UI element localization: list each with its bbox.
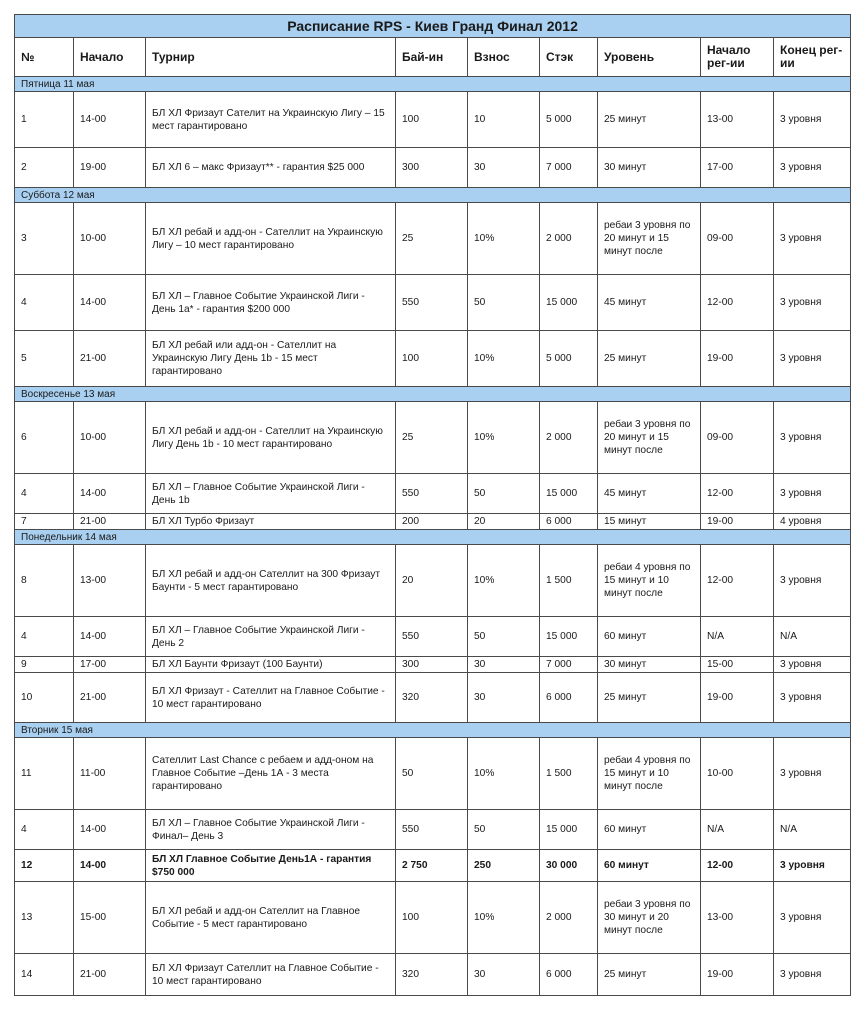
schedule-title: Расписание RPS - Киев Гранд Финал 2012 — [15, 15, 851, 38]
row-stack: 15 000 — [540, 474, 598, 514]
row-tournament-name: БЛ ХЛ – Главное Событие Украинской Лиги - Финал– День 3 — [146, 810, 396, 850]
row-fee: 50 — [468, 474, 540, 514]
row-stack: 7 000 — [540, 148, 598, 188]
row-level: ребаи 3 уровня по 20 минут и 15 минут после — [598, 402, 701, 474]
row-tournament-name: БЛ ХЛ – Главное Событие Украинской Лиги - День 1b — [146, 474, 396, 514]
row-number: 9 — [15, 657, 74, 673]
row-level: 15 минут — [598, 514, 701, 530]
row-buyin: 300 — [396, 148, 468, 188]
row-reg-end: 3 уровня — [774, 92, 851, 148]
row-stack: 1 500 — [540, 738, 598, 810]
row-tournament-name: БЛ ХЛ ребай и адд-он Сателлит на Главное Событие - 5 мест гарантировано — [146, 882, 396, 954]
row-level: 30 минут — [598, 657, 701, 673]
day-header-row — [15, 77, 851, 92]
row-reg-end: N/A — [774, 810, 851, 850]
row-start-time: 14-00 — [74, 850, 146, 882]
row-reg-start: 13-00 — [701, 882, 774, 954]
table-row — [15, 92, 851, 148]
row-buyin: 20 — [396, 545, 468, 617]
row-reg-start: N/A — [701, 810, 774, 850]
row-level: 60 минут — [598, 810, 701, 850]
row-reg-start: 12-00 — [701, 545, 774, 617]
row-buyin: 300 — [396, 657, 468, 673]
row-buyin: 100 — [396, 331, 468, 387]
row-reg-start: 19-00 — [701, 954, 774, 996]
row-tournament-name: БЛ ХЛ Баунти Фризаут (100 Баунти) — [146, 657, 396, 673]
row-reg-end: 3 уровня — [774, 474, 851, 514]
row-stack: 6 000 — [540, 514, 598, 530]
row-fee: 30 — [468, 657, 540, 673]
row-number: 4 — [15, 617, 74, 657]
row-reg-start: 19-00 — [701, 514, 774, 530]
row-buyin: 200 — [396, 514, 468, 530]
row-reg-end: 3 уровня — [774, 673, 851, 723]
row-buyin: 550 — [396, 275, 468, 331]
row-stack: 2 000 — [540, 882, 598, 954]
table-row — [15, 617, 851, 657]
row-fee: 50 — [468, 810, 540, 850]
row-number: 4 — [15, 275, 74, 331]
row-level: 60 минут — [598, 617, 701, 657]
row-tournament-name: БЛ ХЛ ребай или адд-он - Сателлит на Украинскую Лигу День 1b - 15 мест гарантировано — [146, 331, 396, 387]
row-tournament-name: БЛ ХЛ Фризаут Сателлит на Главное Событие - 10 мест гарантировано — [146, 954, 396, 996]
row-fee: 30 — [468, 148, 540, 188]
header-level: Уровень — [598, 38, 701, 77]
row-number: 4 — [15, 810, 74, 850]
table-row — [15, 954, 851, 996]
row-tournament-name: Сателлит Last Chance с ребаем и адд-оном на Главное Событие –День 1А - 3 места гарантировано — [146, 738, 396, 810]
row-number: 14 — [15, 954, 74, 996]
row-number: 1 — [15, 92, 74, 148]
row-start-time: 14-00 — [74, 92, 146, 148]
day-label: Суббота 12 мая — [15, 188, 851, 203]
header-buyin: Бай-ин — [396, 38, 468, 77]
row-reg-end: 3 уровня — [774, 882, 851, 954]
row-number: 2 — [15, 148, 74, 188]
table-row — [15, 850, 851, 882]
row-level: 25 минут — [598, 331, 701, 387]
row-fee: 10% — [468, 203, 540, 275]
row-reg-end: 3 уровня — [774, 275, 851, 331]
table-row — [15, 738, 851, 810]
row-buyin: 25 — [396, 402, 468, 474]
schedule-body — [15, 77, 851, 996]
row-start-time: 21-00 — [74, 673, 146, 723]
row-fee: 10% — [468, 331, 540, 387]
row-level: 45 минут — [598, 275, 701, 331]
row-stack: 15 000 — [540, 275, 598, 331]
row-stack: 5 000 — [540, 92, 598, 148]
row-level: ребаи 3 уровня по 20 минут и 15 минут после — [598, 203, 701, 275]
row-reg-start: 09-00 — [701, 203, 774, 275]
day-label: Вторник 15 мая — [15, 723, 851, 738]
row-buyin: 50 — [396, 738, 468, 810]
row-level: ребаи 4 уровня по 15 минут и 10 минут после — [598, 545, 701, 617]
row-reg-end: 3 уровня — [774, 850, 851, 882]
row-fee: 250 — [468, 850, 540, 882]
row-reg-end: 3 уровня — [774, 657, 851, 673]
row-stack: 15 000 — [540, 617, 598, 657]
row-number: 11 — [15, 738, 74, 810]
row-reg-end: 3 уровня — [774, 148, 851, 188]
row-reg-end: 3 уровня — [774, 738, 851, 810]
header-fee: Взнос — [468, 38, 540, 77]
row-level: 60 минут — [598, 850, 701, 882]
table-row — [15, 402, 851, 474]
row-buyin: 320 — [396, 954, 468, 996]
row-reg-end: 3 уровня — [774, 954, 851, 996]
row-start-time: 21-00 — [74, 331, 146, 387]
day-label: Пятница 11 мая — [15, 77, 851, 92]
header-start: Начало — [74, 38, 146, 77]
row-number: 13 — [15, 882, 74, 954]
row-level: 25 минут — [598, 954, 701, 996]
row-start-time: 10-00 — [74, 402, 146, 474]
day-header-row — [15, 387, 851, 402]
header-tournament: Турнир — [146, 38, 396, 77]
row-reg-end: 3 уровня — [774, 402, 851, 474]
row-number: 3 — [15, 203, 74, 275]
row-fee: 10% — [468, 738, 540, 810]
row-start-time: 11-00 — [74, 738, 146, 810]
row-buyin: 320 — [396, 673, 468, 723]
row-number: 10 — [15, 673, 74, 723]
row-fee: 10% — [468, 882, 540, 954]
row-number: 5 — [15, 331, 74, 387]
row-buyin: 100 — [396, 92, 468, 148]
row-stack: 30 000 — [540, 850, 598, 882]
row-number: 8 — [15, 545, 74, 617]
header-reg-end: Конец рег-ии — [774, 38, 851, 77]
row-tournament-name: БЛ ХЛ 6 – макс Фризаут** - гарантия $25 000 — [146, 148, 396, 188]
row-reg-start: 09-00 — [701, 402, 774, 474]
row-start-time: 21-00 — [74, 514, 146, 530]
row-number: 12 — [15, 850, 74, 882]
row-reg-start: N/A — [701, 617, 774, 657]
table-row — [15, 673, 851, 723]
row-level: 25 минут — [598, 92, 701, 148]
row-fee: 50 — [468, 275, 540, 331]
table-row — [15, 474, 851, 514]
row-buyin: 100 — [396, 882, 468, 954]
row-start-time: 10-00 — [74, 203, 146, 275]
row-stack: 1 500 — [540, 545, 598, 617]
row-reg-start: 12-00 — [701, 850, 774, 882]
row-reg-start: 19-00 — [701, 673, 774, 723]
day-header-row — [15, 188, 851, 203]
row-fee: 30 — [468, 954, 540, 996]
row-tournament-name: БЛ ХЛ ребай и адд-он Сателлит на 300 Фризаут Баунти - 5 мест гарантировано — [146, 545, 396, 617]
day-header-row — [15, 723, 851, 738]
row-start-time: 14-00 — [74, 810, 146, 850]
row-reg-start: 12-00 — [701, 275, 774, 331]
row-stack: 2 000 — [540, 402, 598, 474]
row-number: 7 — [15, 514, 74, 530]
row-reg-start: 19-00 — [701, 331, 774, 387]
row-reg-start: 17-00 — [701, 148, 774, 188]
row-stack: 5 000 — [540, 331, 598, 387]
row-tournament-name: БЛ ХЛ Турбо Фризаут — [146, 514, 396, 530]
row-fee: 10 — [468, 92, 540, 148]
row-level: ребаи 3 уровня по 30 минут и 20 минут после — [598, 882, 701, 954]
row-tournament-name: БЛ ХЛ ребай и адд-он - Сателлит на Украинскую Лигу День 1b - 10 мест гарантировано — [146, 402, 396, 474]
row-level: 25 минут — [598, 673, 701, 723]
row-start-time: 14-00 — [74, 474, 146, 514]
table-row — [15, 203, 851, 275]
row-buyin: 550 — [396, 617, 468, 657]
row-reg-start: 12-00 — [701, 474, 774, 514]
row-reg-end: 3 уровня — [774, 331, 851, 387]
table-row — [15, 514, 851, 530]
table-row — [15, 657, 851, 673]
row-fee: 20 — [468, 514, 540, 530]
schedule-document — [14, 14, 850, 996]
row-tournament-name: БЛ ХЛ Фризаут Сателит на Украинскую Лигу – 15 мест гарантировано — [146, 92, 396, 148]
row-tournament-name: БЛ ХЛ – Главное Событие Украинской Лиги - День 1а* - гарантия $200 000 — [146, 275, 396, 331]
row-reg-start: 13-00 — [701, 92, 774, 148]
day-label: Воскресенье 13 мая — [15, 387, 851, 402]
row-fee: 50 — [468, 617, 540, 657]
header-reg-start: Начало рег-ии — [701, 38, 774, 77]
row-number: 4 — [15, 474, 74, 514]
row-stack: 6 000 — [540, 954, 598, 996]
row-start-time: 19-00 — [74, 148, 146, 188]
table-row — [15, 331, 851, 387]
row-start-time: 17-00 — [74, 657, 146, 673]
row-buyin: 550 — [396, 810, 468, 850]
table-row — [15, 275, 851, 331]
header-stack: Стэк — [540, 38, 598, 77]
day-header-row — [15, 530, 851, 545]
row-number: 6 — [15, 402, 74, 474]
table-row — [15, 810, 851, 850]
row-reg-end: 3 уровня — [774, 203, 851, 275]
row-start-time: 21-00 — [74, 954, 146, 996]
row-reg-end: 3 уровня — [774, 545, 851, 617]
row-tournament-name: БЛ ХЛ Главное Событие День1А - гарантия $750 000 — [146, 850, 396, 882]
row-stack: 2 000 — [540, 203, 598, 275]
row-start-time: 14-00 — [74, 275, 146, 331]
row-level: 30 минут — [598, 148, 701, 188]
row-tournament-name: БЛ ХЛ – Главное Событие Украинской Лиги - День 2 — [146, 617, 396, 657]
row-reg-end: N/A — [774, 617, 851, 657]
row-stack: 15 000 — [540, 810, 598, 850]
row-reg-end: 4 уровня — [774, 514, 851, 530]
row-buyin: 2 750 — [396, 850, 468, 882]
row-tournament-name: БЛ ХЛ Фризаут - Сателлит на Главное Событие - 10 мест гарантировано — [146, 673, 396, 723]
row-buyin: 25 — [396, 203, 468, 275]
row-buyin: 550 — [396, 474, 468, 514]
row-fee: 10% — [468, 402, 540, 474]
table-row — [15, 545, 851, 617]
header-row — [15, 38, 851, 77]
row-stack: 7 000 — [540, 657, 598, 673]
row-stack: 6 000 — [540, 673, 598, 723]
header-number: № — [15, 38, 74, 77]
day-label: Понедельник 14 мая — [15, 530, 851, 545]
row-level: ребаи 4 уровня по 15 минут и 10 минут после — [598, 738, 701, 810]
row-reg-start: 10-00 — [701, 738, 774, 810]
row-reg-start: 15-00 — [701, 657, 774, 673]
row-fee: 30 — [468, 673, 540, 723]
table-row — [15, 882, 851, 954]
row-fee: 10% — [468, 545, 540, 617]
row-tournament-name: БЛ ХЛ ребай и адд-он - Сателлит на Украинскую Лигу – 10 мест гарантировано — [146, 203, 396, 275]
row-level: 45 минут — [598, 474, 701, 514]
table-row — [15, 148, 851, 188]
row-start-time: 14-00 — [74, 617, 146, 657]
schedule-table — [14, 14, 851, 996]
row-start-time: 13-00 — [74, 545, 146, 617]
row-start-time: 15-00 — [74, 882, 146, 954]
